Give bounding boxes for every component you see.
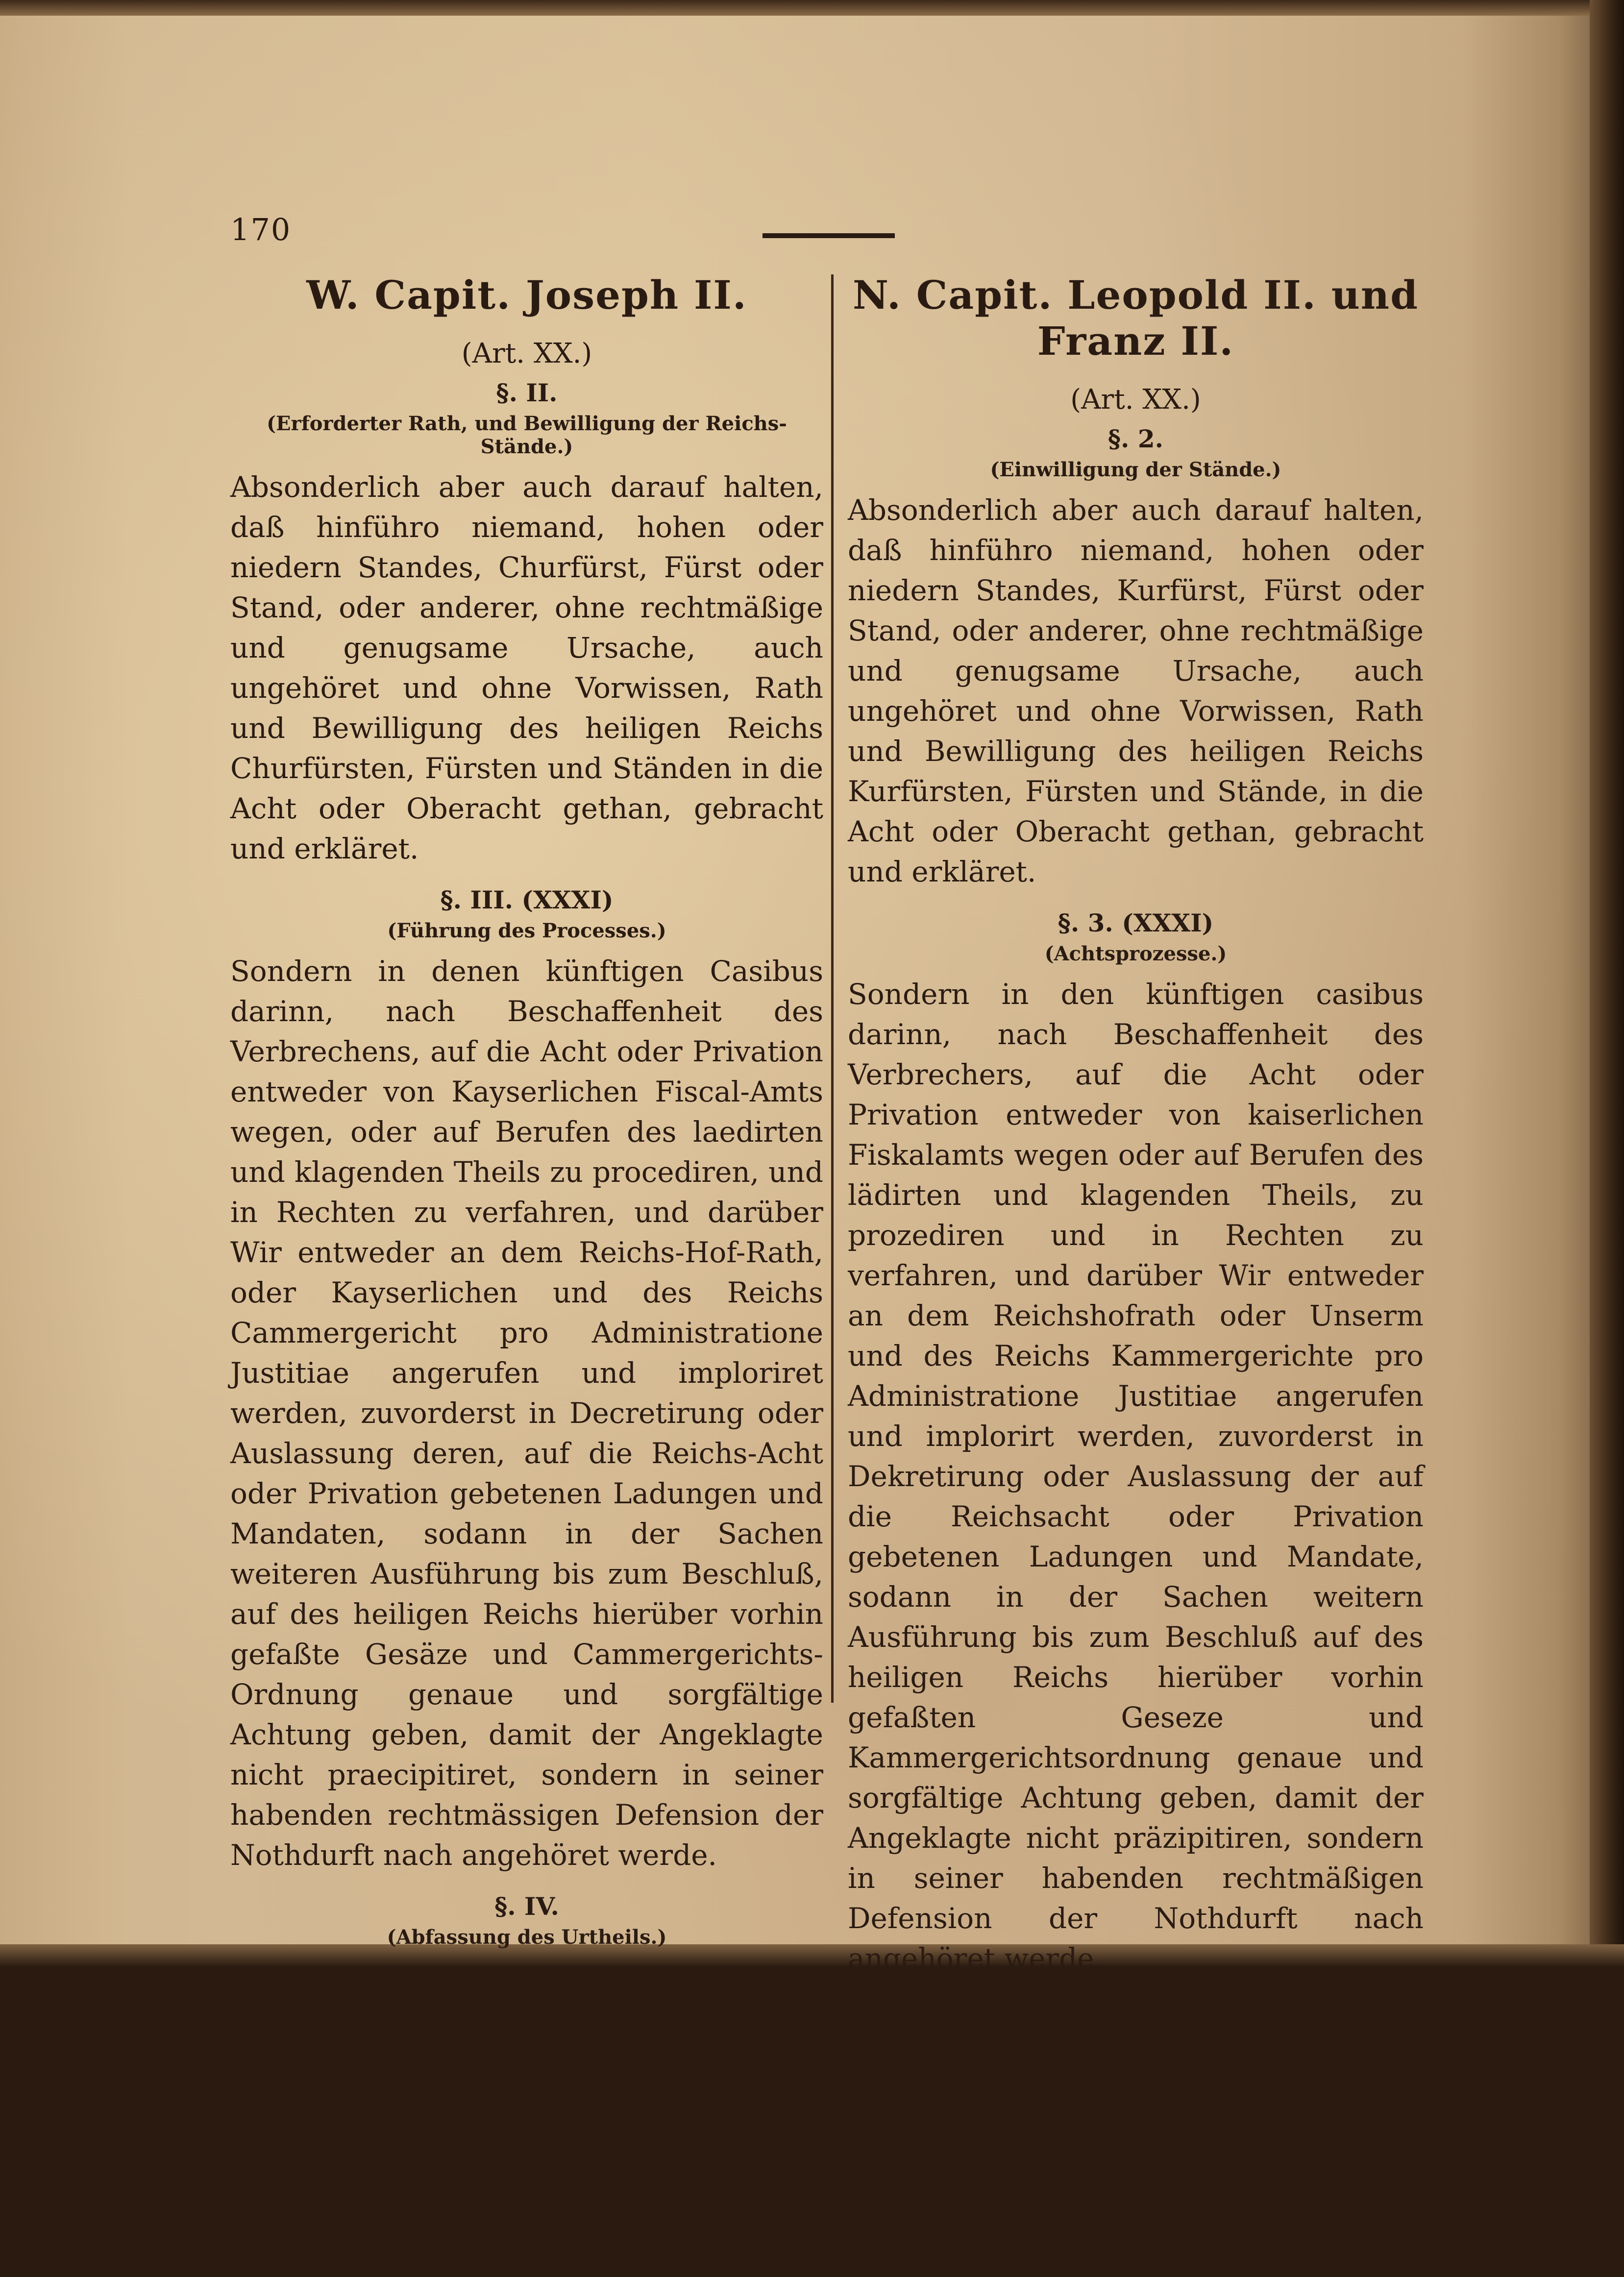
right-column-heading: N. Capit. Leopold II. und Franz II.	[853, 272, 1419, 364]
section-label: §. II.	[496, 378, 558, 407]
left-section-4	[230, 1892, 823, 2118]
catchword: ver-	[1358, 2247, 1414, 2277]
page-number: 170	[230, 212, 292, 247]
section-label: §. 3. (XXXI)	[1058, 908, 1214, 937]
section-label: §. IV.	[494, 1892, 559, 1921]
section-title: (Abfassung des Urtheils.)	[387, 1926, 667, 1949]
section-text: Wenn es dann zum Schlusse der Sache kommt; so sollen die ergangenen Acta auf öffentlichen Reichstag gebracht, durch gewisse hierzu absonderlich	[848, 2087, 1424, 2241]
section-title: (Einwilligung der Stände.)	[990, 458, 1281, 481]
section-text: Absonderlich aber auch darauf halten, daß hinführo niemand, hohen oder niedern Standes, Churfürst, Fürst oder Stand, oder anderer, ohne rechtmäßige und genugsame Ursache, auch ungehöret und ohne Vorwissen, Rath und Bewilligung des heiligen Reichs Churfürsten, Fürsten und Ständen in die Acht oder Oberacht gethan, gebracht und erkläret.	[230, 470, 823, 865]
section-text: Sondern in den künftigen casibus darinn, nach Beschaffenheit des Verbrechers, auf die Acht oder Privation entweder von kaiserlichen Fiskalamts wegen oder auf Berufen des lädirten und klagenden Theils, zu prozediren und in Rechten zu verfahren, und darüber Wir entweder an dem Reichshofrath oder Unserm und des Reichs Kammergerichte pro Administratione Justitiae angerufen und implorirt werden, zuvorderst in Dekretirung oder Auslassung der auf die Reichsacht oder Privation gebetenen Ladungen und Mandate, sodann in der Sachen weitern Ausführung bis zum Beschluß auf des heiligen Reichs hierüber vorhin gefaßten Geseze und Kammergerichtsordnung genaue und sorgfältige Achtung geben, damit der Angeklagte nicht präzipitiren, sondern in seiner habenden rechtmäßigen Defension der Nothdurft nach angehöret werde.	[848, 978, 1424, 1975]
section-title: (Erforderter Rath, und Bewilligung der Reichs-Stände.)	[267, 412, 787, 458]
section-title: (Achtsprozesse.)	[1044, 942, 1227, 965]
page-top-edge	[0, 0, 1624, 16]
right-section-4	[848, 2018, 1424, 2244]
section-title: (Führung des Processes.)	[387, 919, 666, 942]
left-column	[230, 272, 823, 2151]
section-text: Absonderlich aber auch darauf halten, daß hinführo niemand, hohen oder niedern Standes, Kurfürst, Fürst oder Stand, oder anderer, ohne rechtmäßige und genugsame Ursache, auch ungehöret und ohne Vorwissen, Rath und Bewilligung des heiligen Reichs Kurfürsten, Fürsten und Stände, in die Acht oder Oberacht gethan, gebracht und erkläret.	[848, 493, 1424, 888]
right-section-3	[848, 908, 1424, 1979]
section-text: Wenn es dann zum Schluß der Sachen kommt, so sollen die ergangene Acta auf öffentlichen Reichs-Tag gebracht, durch gewisse hierzu absonderlich	[230, 1961, 823, 2115]
left-article-label: (Art. XX.)	[461, 338, 592, 369]
catchword: ver-	[758, 2121, 813, 2151]
right-column	[848, 272, 1424, 2277]
right-article-label: (Art. XX.)	[1070, 384, 1201, 416]
section-label: §. 4.	[1107, 2018, 1164, 2047]
page-binding-edge	[1590, 0, 1624, 1967]
column-divider	[831, 274, 834, 1703]
header-rule	[763, 233, 895, 238]
left-section-3	[230, 885, 823, 1875]
section-title: (Abfassung des Urtheils.)	[996, 2052, 1276, 2075]
section-label: §. III. (XXXI)	[440, 885, 614, 914]
left-section-2	[230, 378, 823, 869]
section-text: Sondern in denen künftigen Casibus darinn, nach Beschaffenheit des Verbrechens, auf die Acht oder Privation entweder von Kayserlichen Fiscal-Amts wegen, oder auf Berufen des laedirten und klagenden Theils zu procediren, und in Rechten zu verfahren, und darüber Wir entweder an dem Reichs-Hof-Rath, oder Kayserlichen und des Reichs Cammergericht pro Administratione Justitiae angerufen und imploriret werden, zuvorderst in Decretirung oder Auslassung deren, auf die Reichs-Acht oder Privation gebetenen Ladungen und Mandaten, sodann in der Sachen weiteren Ausführung bis zum Beschluß, auf des heiligen Reichs hierüber vorhin gefaßte Gesäze und Cammergerichts-Ordnung genaue und sorgfältige Achtung geben, damit der Angeklagte nicht praecipitiret, sondern in seiner habenden rechtmässigen Defension der Nothdurft nach angehöret werde.	[230, 955, 823, 1872]
left-column-heading: W. Capit. Joseph II.	[306, 272, 747, 318]
section-label: §. 2.	[1107, 424, 1164, 453]
right-section-2	[848, 424, 1424, 892]
